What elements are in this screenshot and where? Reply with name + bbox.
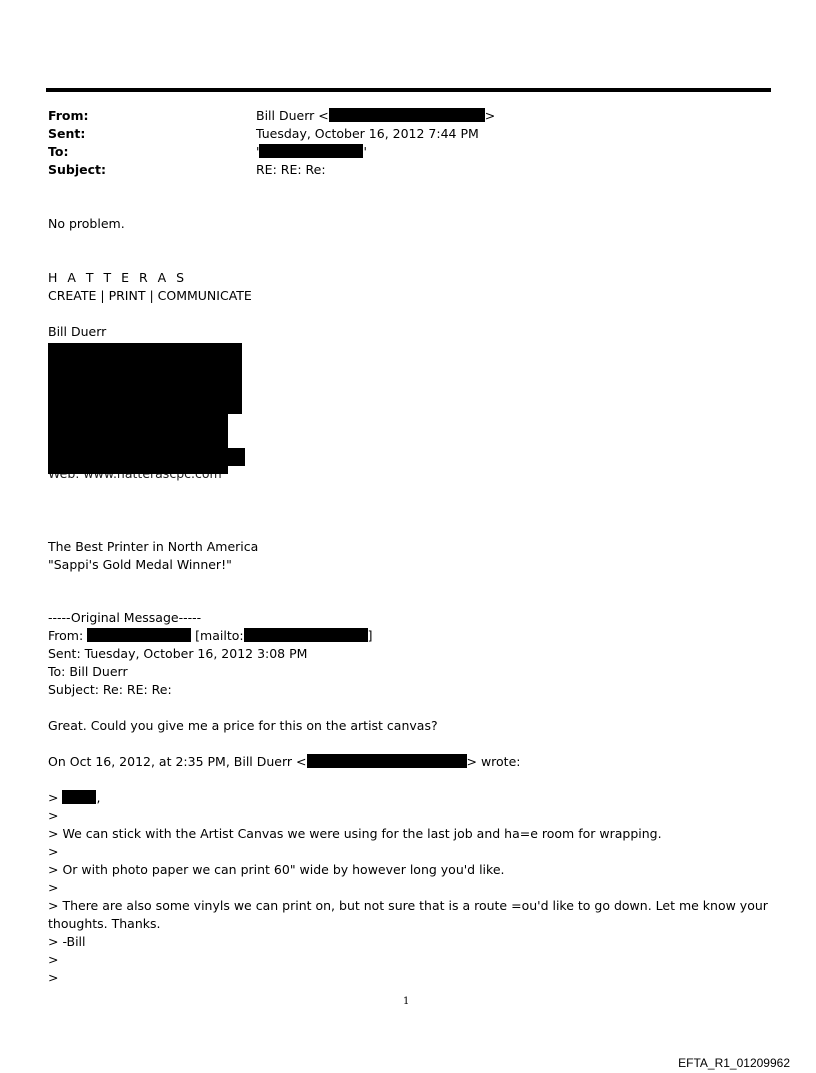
from-label: From: <box>48 108 89 123</box>
company-tagline: CREATE | PRINT | COMMUNICATE <box>48 288 252 303</box>
to-label: To: <box>48 144 69 159</box>
redaction <box>259 144 363 158</box>
redaction <box>329 108 485 122</box>
mailto-close: ] <box>367 628 373 643</box>
quoted-line: > <box>48 952 59 967</box>
wrote-suffix: > wrote: <box>466 754 521 769</box>
wrote-prefix: On Oct 16, 2012, at 2:35 PM, Bill Duerr < <box>48 754 307 769</box>
quoted-line: > <box>48 880 59 895</box>
mailto-open: [mailto: <box>195 628 244 643</box>
quoted-line: > -Bill <box>48 934 86 949</box>
original-to: To: Bill Duerr <box>48 664 128 679</box>
original-message: Great. Could you give me a price for this on the artist canvas? <box>48 718 438 733</box>
quoted-line: thoughts. Thanks. <box>48 916 161 931</box>
from-close: > <box>484 108 496 123</box>
redaction-block <box>48 466 228 474</box>
quoted-line: > <box>48 808 59 823</box>
subject-label: Subject: <box>48 162 106 177</box>
redaction <box>307 754 467 768</box>
header-rule <box>46 88 771 92</box>
subject-value: RE: RE: Re: <box>256 162 326 177</box>
original-divider: -----Original Message----- <box>48 610 202 625</box>
quoted-line: > Or with photo paper we can print 60" wide by however long you'd like. <box>48 862 505 877</box>
original-from <box>48 628 372 643</box>
slogan-line-2: "Sappi's Gold Medal Winner!" <box>48 557 232 572</box>
from-value <box>256 108 495 123</box>
company-name: H A T T E R A S <box>48 270 188 285</box>
original-sent: Sent: Tuesday, October 16, 2012 3:08 PM <box>48 646 308 661</box>
redaction-block <box>48 343 242 414</box>
to-close: ' <box>363 144 367 159</box>
redaction <box>62 790 96 804</box>
sent-label: Sent: <box>48 126 86 141</box>
page-number: 1 <box>403 996 410 1007</box>
quoted-line: > There are also some vinyls we can print on, but not sure that is a route =ou'd like to go down. Let me know your <box>48 898 768 913</box>
redaction-block <box>48 414 228 448</box>
redaction <box>87 628 191 642</box>
redaction-block <box>48 448 245 466</box>
from-name: Bill Duerr < <box>256 108 329 123</box>
signature-name: Bill Duerr <box>48 324 107 339</box>
to-value <box>256 144 367 159</box>
quoted-line: > We can stick with the Artist Canvas we were using for the last job and ha=e room for wrapping. <box>48 826 662 841</box>
quote-comma: , <box>96 790 101 805</box>
original-from-label: From: <box>48 628 84 643</box>
reply-text: No problem. <box>48 216 125 231</box>
redaction <box>244 628 368 642</box>
quote-marker: > <box>48 790 59 805</box>
quoted-line: > <box>48 844 59 859</box>
quoted-line <box>48 790 100 805</box>
slogan-line-1: The Best Printer in North America <box>48 539 259 554</box>
quoted-line: > <box>48 970 59 985</box>
bates-number: EFTA_R1_01209962 <box>678 1056 790 1070</box>
wrote-line <box>48 754 521 769</box>
original-subject: Subject: Re: RE: Re: <box>48 682 172 697</box>
to-open: ' <box>256 144 260 159</box>
sent-value: Tuesday, October 16, 2012 7:44 PM <box>256 126 479 141</box>
